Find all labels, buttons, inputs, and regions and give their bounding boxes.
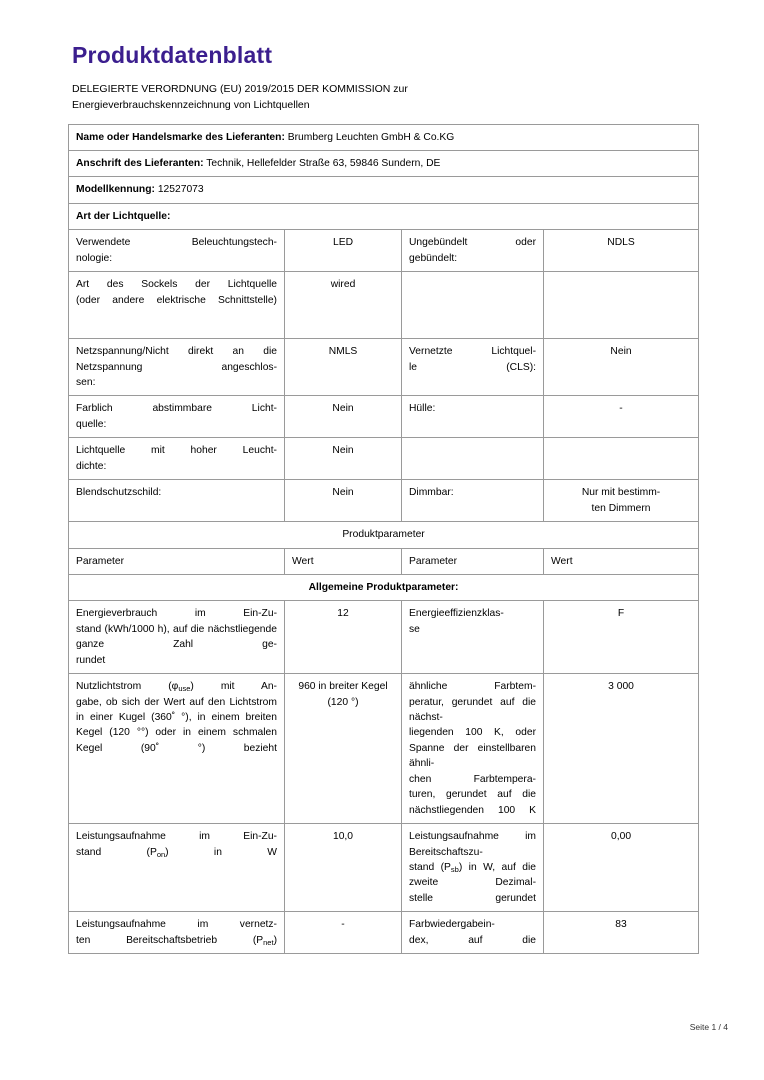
table-row	[69, 548, 699, 574]
value-socket-type: wired	[285, 272, 402, 339]
table-row	[69, 177, 699, 203]
value-correlated-colour-temperature: 3 000	[544, 674, 699, 824]
value-envelope: -	[544, 396, 699, 438]
column-header-value-1: Wert	[285, 548, 402, 574]
value-power-standby-mode: 0,00	[544, 824, 699, 912]
table-row	[69, 396, 699, 438]
param-envelope: Hülle:	[402, 396, 544, 438]
value-colour-tunable: Nein	[285, 396, 402, 438]
param-mains-voltage: Netzspannung/Nicht direkt an die Netzspannung angeschlos- sen:	[69, 339, 285, 396]
param-socket-type-empty	[402, 272, 544, 339]
value-power-on-mode: 10,0	[285, 824, 402, 912]
table-row	[69, 150, 699, 176]
param-power-on-mode: Leistungsaufnahme im Ein-Zu- stand $(P_{on})$ in W	[69, 824, 285, 912]
param-energy-class: Energieeffizienzklas- se	[402, 601, 544, 674]
supplier-name-label: Name oder Handelsmarke des Lieferanten:	[76, 131, 285, 143]
value-socket-type-empty	[544, 272, 699, 339]
column-header-value-2: Wert	[544, 548, 699, 574]
param-power-networked-standby: Leistungsaufnahme im vernetz- ten Bereitschaftsbetrieb $(P_{net})$	[69, 912, 285, 954]
value-high-luminance: Nein	[285, 438, 402, 480]
param-useful-luminous-flux: Nutzlichtstrom $(\varphi_{use})$ mit An- gabe, ob sich der Wert auf den Lichtstrom in einer Kugel (360˚ °), in einem breiten Kegel (120 °°) oder in einem schmalen Kegel (90˚ °) bezieht	[69, 674, 285, 824]
table-row	[69, 230, 699, 272]
param-socket-type: Art des Sockels der Lichtquelle (oder andere elektrische Schnittstelle)	[69, 272, 285, 339]
table-row	[69, 203, 699, 229]
table-row	[69, 522, 699, 548]
supplier-address-cell	[69, 150, 699, 176]
param-anti-glare-shield: Blendschutzschild:	[69, 480, 285, 522]
value-useful-luminous-flux: 960 in breiter Kegel (120 °)	[285, 674, 402, 824]
model-id-cell	[69, 177, 699, 203]
section-general-parameters: Allgemeine Produktparameter:	[69, 574, 699, 600]
table-row	[69, 574, 699, 600]
table-row	[69, 601, 699, 674]
param-connected-light-source: Vernetzte Lichtquel- le (CLS):	[402, 339, 544, 396]
param-energy-consumption: Energieverbrauch im Ein-Zu- stand (kWh/1000 h), auf die nächstliegende ganze Zahl ge- rundet	[69, 601, 285, 674]
regulation-intro-line-2: Energieverbrauchskennzeichnung von Lichtquellen	[72, 99, 310, 112]
value-power-networked-standby: -	[285, 912, 402, 954]
param-lighting-technology: Verwendete Beleuchtungstech- nologie:	[69, 230, 285, 272]
column-header-parameter-2: Parameter	[402, 548, 544, 574]
value-connected-light-source: Nein	[544, 339, 699, 396]
value-lighting-technology: LED	[285, 230, 402, 272]
param-dimmable: Dimmbar:	[402, 480, 544, 522]
value-energy-class: F	[544, 601, 699, 674]
page-title: Produktdatenblatt	[72, 42, 273, 68]
table-row	[69, 124, 699, 150]
table-row	[69, 480, 699, 522]
table-row	[69, 674, 699, 824]
model-id-value: 12527073	[157, 184, 204, 196]
value-dimmable: Nur mit bestimm- ten Dimmern	[544, 480, 699, 522]
section-product-parameters: Produktparameter	[69, 522, 699, 548]
table-row	[69, 824, 699, 912]
table-row	[69, 272, 699, 339]
regulation-intro	[72, 81, 730, 114]
page-footer: Seite 1 / 4	[689, 1022, 728, 1032]
value-high-luminance-empty	[544, 438, 699, 480]
table-row	[69, 438, 699, 480]
param-directional: Ungebündelt oder gebündelt:	[402, 230, 544, 272]
param-power-standby-mode: Leistungsaufnahme im Bereitschaftszu- stand $(P_{sb})$ in W, auf die zweite Dezimal- stelle gerundet	[402, 824, 544, 912]
param-colour-rendering-index: Farbwiedergabein- dex, auf die	[402, 912, 544, 954]
product-data-table	[68, 124, 699, 955]
value-energy-consumption: 12	[285, 601, 402, 674]
regulation-intro-line-1: DELEGIERTE VERORDNUNG (EU) 2019/2015 DER KOMMISSION zur	[72, 83, 408, 95]
supplier-name-value: Brumberg Leuchten GmbH & Co.KG	[287, 131, 455, 143]
supplier-address-value: Technik, Hellefelder Straße 63, 59846 Sundern, DE	[206, 157, 441, 169]
value-mains-voltage: NMLS	[285, 339, 402, 396]
model-id-label: Modellkennung:	[76, 184, 155, 196]
param-high-luminance: Lichtquelle mit hoher Leucht- dichte:	[69, 438, 285, 480]
table-row	[69, 912, 699, 954]
column-header-parameter-1: Parameter	[69, 548, 285, 574]
param-high-luminance-empty	[402, 438, 544, 480]
param-colour-tunable: Farblich abstimmbare Licht- quelle:	[69, 396, 285, 438]
section-light-source-type: Art der Lichtquelle:	[69, 203, 699, 229]
table-row	[69, 339, 699, 396]
value-directional: NDLS	[544, 230, 699, 272]
param-correlated-colour-temperature: ähnliche Farbtem- peratur, gerundet auf die nächst- liegenden 100 K, oder Spanne der einstellbaren ähnli- chen Farbtempera- turen, gerundet auf die nächstliegenden 100 K	[402, 674, 544, 824]
supplier-name-cell	[69, 124, 699, 150]
supplier-address-label: Anschrift des Lieferanten:	[76, 157, 204, 169]
value-colour-rendering-index: 83	[544, 912, 699, 954]
value-anti-glare-shield: Nein	[285, 480, 402, 522]
